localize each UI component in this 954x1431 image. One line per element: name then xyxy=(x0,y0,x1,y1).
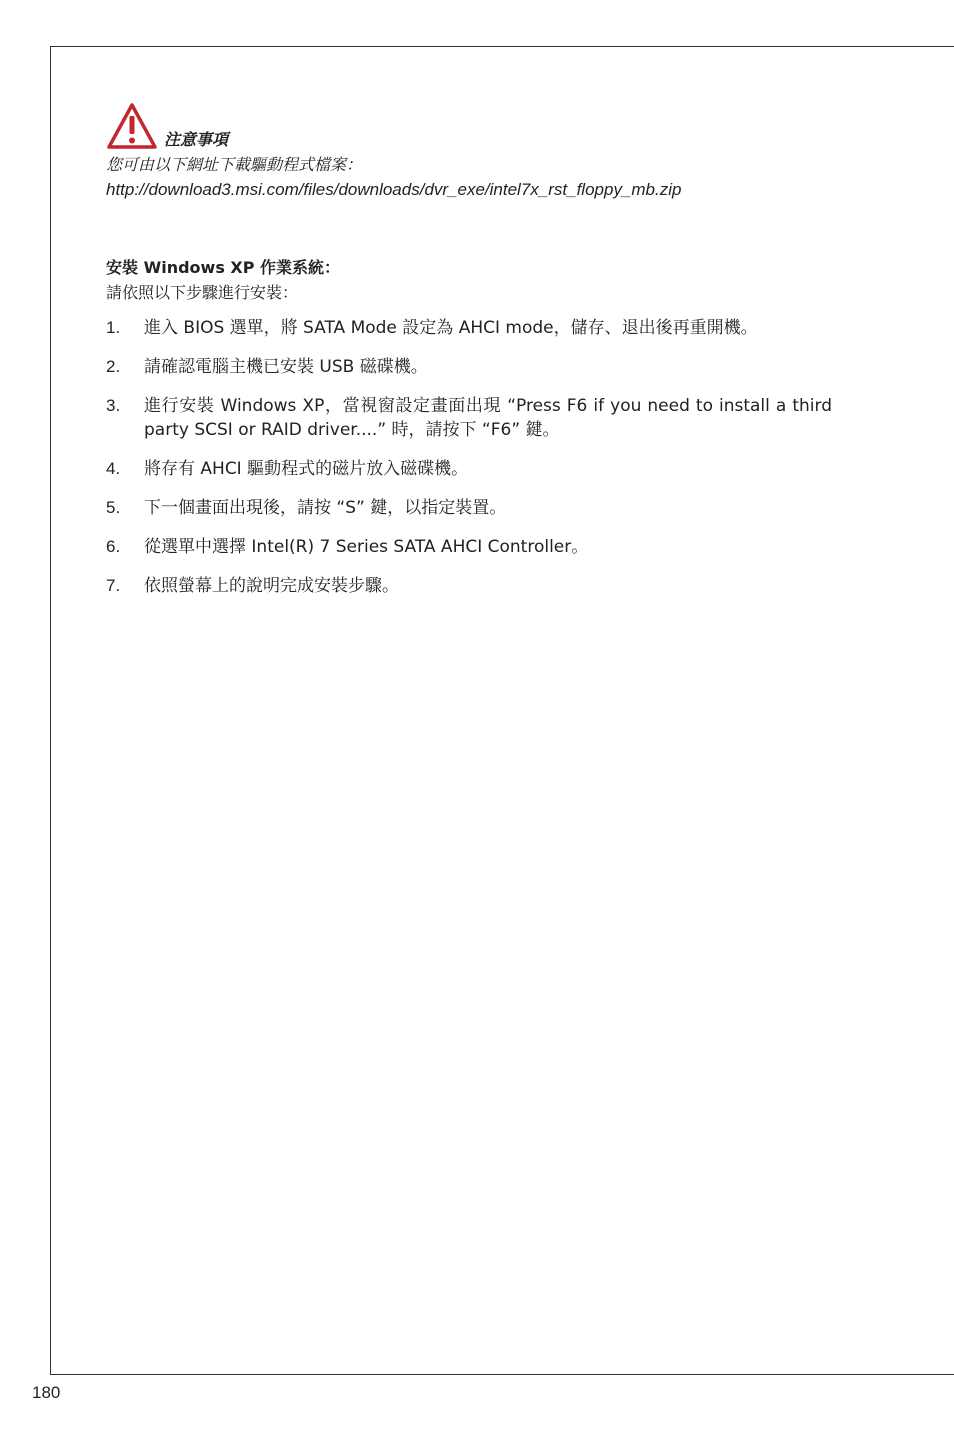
warning-triangle-icon xyxy=(106,102,158,150)
list-item xyxy=(106,394,832,442)
step-number: 3. xyxy=(106,396,121,415)
step-text: 進入 BIOS 選單，將 SATA Mode 設定為 AHCI mode，儲存、退出後再重開機。 xyxy=(144,318,758,338)
step-text: 請確認電腦主機已安裝 USB 磁碟機。 xyxy=(144,357,428,377)
step-number: 1. xyxy=(106,318,121,337)
step-text: 依照螢幕上的說明完成安裝步驟。 xyxy=(144,576,399,596)
step-text: 下一個畫面出現後，請按 “S” 鍵，以指定裝置。 xyxy=(144,498,507,518)
step-number: 6. xyxy=(106,537,121,556)
step-text: 進行安裝 Windows XP，當視窗設定畫面出現 “Press F6 if you need to install a third party SCSI or RAID driver....” 時，請按下 “F6” 鍵。 xyxy=(144,396,832,440)
install-steps-list xyxy=(106,316,832,613)
list-item xyxy=(106,574,832,598)
driver-download-url: http://download3.msi.com/files/downloads/dvr_exe/intel7x_rst_floppy_mb.zip xyxy=(106,180,682,199)
page-frame-left-rule xyxy=(50,46,51,1375)
list-item xyxy=(106,496,832,520)
list-item xyxy=(106,355,832,379)
step-text: 將存有 AHCI 驅動程式的磁片放入磁碟機。 xyxy=(144,459,469,479)
caution-title: 注意事項 xyxy=(164,130,229,149)
step-number: 4. xyxy=(106,459,121,478)
page-number: 180 xyxy=(32,1383,61,1402)
step-number: 2. xyxy=(106,357,121,376)
step-number: 5. xyxy=(106,498,121,517)
list-item xyxy=(106,535,832,559)
page-frame-bottom-rule xyxy=(50,1374,954,1375)
section-intro: 請依照以下步驟進行安裝： xyxy=(106,283,299,302)
step-text: 從選單中選擇 Intel(R) 7 Series SATA AHCI Controller。 xyxy=(144,537,589,557)
list-item xyxy=(106,316,832,340)
list-item xyxy=(106,457,832,481)
install-section xyxy=(106,256,836,305)
caution-note xyxy=(106,102,866,202)
step-number: 7. xyxy=(106,576,121,595)
page-frame-top-rule xyxy=(50,46,954,47)
caution-note-header xyxy=(106,102,866,150)
section-title: 安裝 Windows XP 作業系統： xyxy=(106,258,341,277)
caution-text: 您可由以下網址下載驅動程式檔案： xyxy=(106,155,363,174)
